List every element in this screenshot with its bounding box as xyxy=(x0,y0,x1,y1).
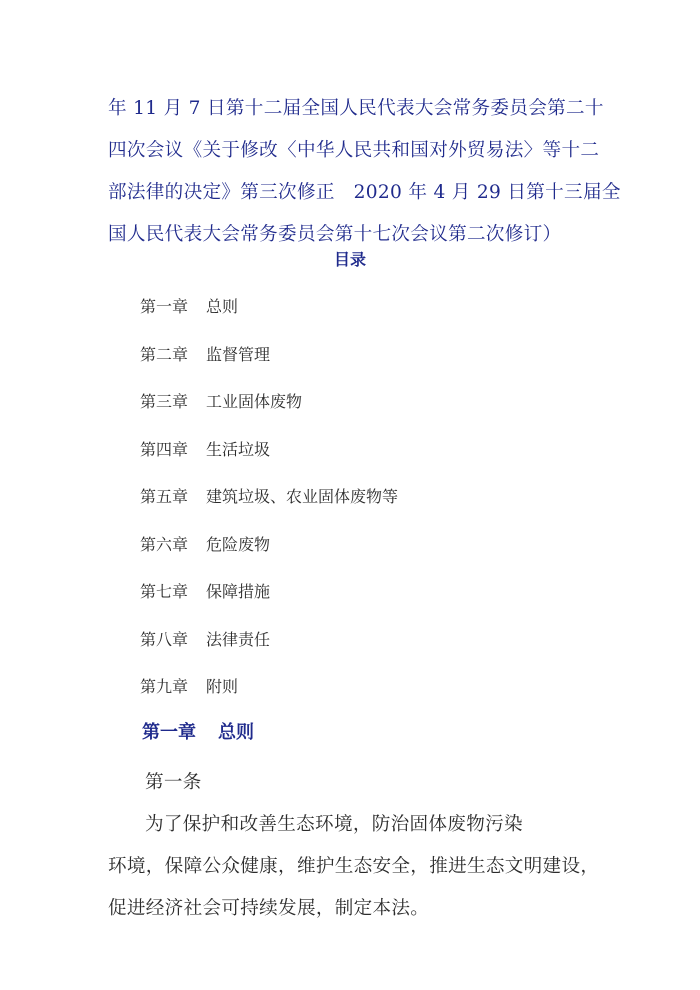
toc-chapter-title: 附则 xyxy=(206,677,239,696)
article-line: 环境，保障公众健康，维护生态安全，推进生态文明建设， xyxy=(108,856,600,877)
toc-chapter-number: 第六章 xyxy=(140,534,189,554)
toc-chapter-title: 保障措施 xyxy=(206,582,271,601)
toc-chapter-number: 第五章 xyxy=(140,487,189,506)
toc-chapter-number: 第三章 xyxy=(140,392,189,411)
toc-item xyxy=(140,672,398,720)
toc-chapter-title: 总则 xyxy=(206,297,239,316)
toc-chapter-title: 工业固体废物 xyxy=(206,392,303,411)
toc-item xyxy=(140,387,398,435)
toc-item xyxy=(140,530,398,578)
toc-chapter-number: 第八章 xyxy=(140,629,189,649)
toc-item xyxy=(140,340,398,388)
chapter-heading xyxy=(142,718,254,748)
toc-item xyxy=(140,482,398,530)
toc-chapter-number: 第二章 xyxy=(140,344,189,364)
article-paragraph xyxy=(108,762,608,930)
toc-chapter-title: 监督管理 xyxy=(206,344,271,364)
toc-chapter-title: 建筑垃圾、农业固体废物等 xyxy=(206,487,399,506)
toc-chapter-title: 生活垃圾 xyxy=(206,439,271,459)
toc-chapter-number: 第九章 xyxy=(140,677,189,696)
toc-chapter-title: 法律责任 xyxy=(206,629,271,649)
toc-chapter-number: 第一章 xyxy=(140,297,189,316)
article-label: 第一条 xyxy=(145,772,202,793)
article-line: 促进经济社会可持续发展，制定本法。 xyxy=(108,898,430,919)
toc-item xyxy=(140,577,398,625)
toc-chapter-number: 第七章 xyxy=(140,582,189,601)
toc-chapter-title: 危险废物 xyxy=(206,534,271,554)
toc-item xyxy=(140,435,398,483)
intro-line: 国人民代表大会常务委员会第十七次会议第二次修订） xyxy=(108,224,562,245)
toc-item xyxy=(140,292,398,340)
toc-title: 目录 xyxy=(333,250,366,269)
chapter-number: 第一章 xyxy=(142,722,196,743)
intro-paragraph xyxy=(108,88,621,256)
intro-line: 部法律的决定》第三次修正 2020 年 4 月 29 日第十三届全 xyxy=(108,182,621,203)
article-line xyxy=(108,762,608,846)
intro-line: 年 11 月 7 日第十二届全国人民代表大会常务委员会第二十 xyxy=(108,98,604,119)
table-of-contents xyxy=(140,292,398,720)
chapter-title: 总则 xyxy=(218,722,254,743)
toc-item xyxy=(140,625,398,673)
intro-line: 四次会议《关于修改〈中华人民共和国对外贸易法〉等十二 xyxy=(108,140,600,161)
article-text: 为了保护和改善生态环境，防治固体废物污染 xyxy=(145,814,523,835)
toc-chapter-number: 第四章 xyxy=(140,439,189,459)
